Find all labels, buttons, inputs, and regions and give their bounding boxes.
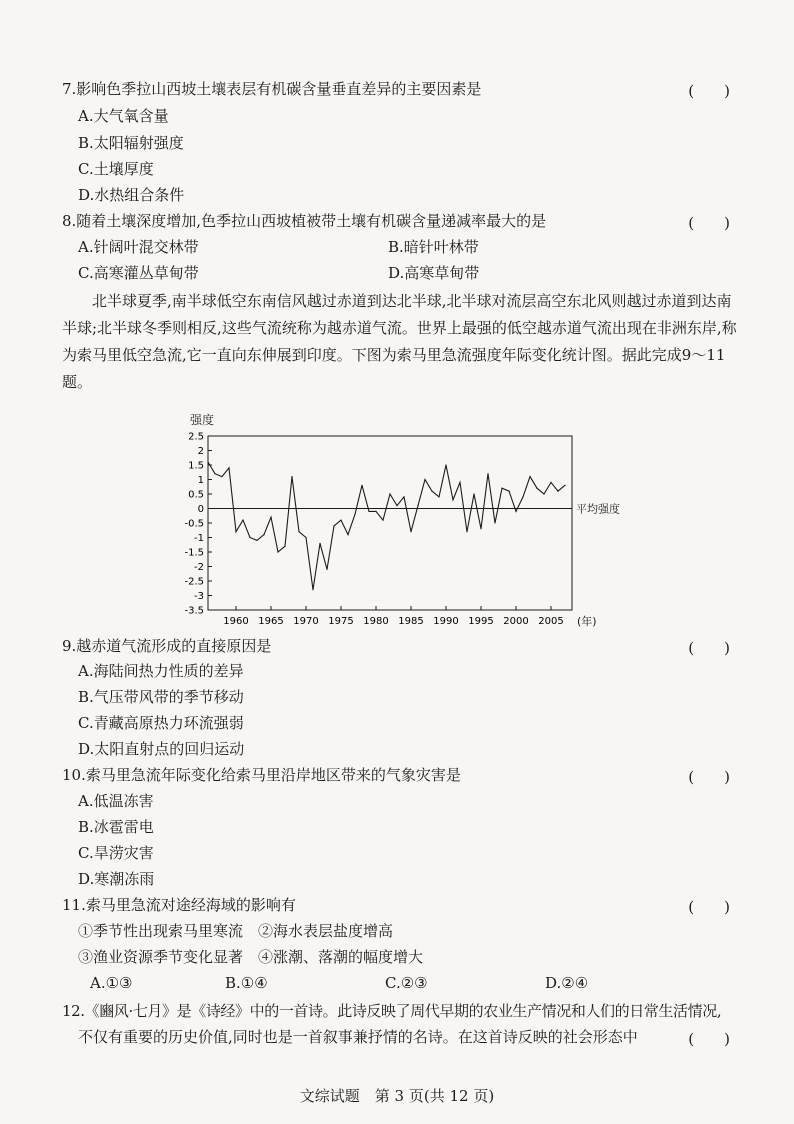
y-tick-label: 0.5 xyxy=(188,489,204,501)
y-tick-label: -2.5 xyxy=(184,576,204,588)
y-tick-label: 1.5 xyxy=(188,460,204,472)
y-tick-label: -0.5 xyxy=(184,518,204,530)
q8-answer-paren: ( ) xyxy=(688,214,730,232)
intensity-data-point xyxy=(312,589,313,590)
q8-option-d: D.高寒草甸带 xyxy=(388,264,480,282)
q9-option-a: A.海陆间热力性质的差异 xyxy=(78,662,244,680)
y-tick-label: -1 xyxy=(194,533,204,544)
intensity-data-point xyxy=(410,531,411,532)
intensity-data-point xyxy=(515,511,516,512)
intensity-data-point xyxy=(319,543,320,544)
q12-answer-paren: ( ) xyxy=(688,1030,730,1048)
intensity-data-point xyxy=(291,476,292,477)
q8-option-b: B.暗针叶林带 xyxy=(388,238,479,256)
intensity-data-point xyxy=(249,537,250,538)
intensity-data-point xyxy=(361,485,362,486)
q11-option-c: C.②③ xyxy=(385,974,428,992)
q10-option-b: B.冰雹雷电 xyxy=(78,818,154,836)
intensity-data-point xyxy=(375,511,376,512)
intensity-data-point xyxy=(214,473,215,474)
intensity-data-point xyxy=(263,534,264,535)
intensity-data-point xyxy=(473,493,474,494)
intensity-data-point xyxy=(487,473,488,474)
x-tick-label: 1960 xyxy=(223,616,249,627)
intensity-data-point xyxy=(403,496,404,497)
x-tick-label: 1980 xyxy=(363,616,389,627)
intensity-data-point xyxy=(340,520,341,521)
q10-option-c: C.旱涝灾害 xyxy=(78,844,154,862)
x-tick-label: 1970 xyxy=(293,616,319,627)
intensity-data-point xyxy=(298,531,299,532)
q7-option-d: D.水热组合条件 xyxy=(78,186,185,204)
reading-passage: 北半球夏季,南半球低空东南信风越过赤道到达北半球,北半球对流层高空东北风则越过赤道到达南半球;北半球冬季则相反,这些气流统称为越赤道气流。世界上最强的低空越赤道气流出现在非洲东岸,称为索马里低空急流,它一直向东伸展到印度。下图为索马里急流强度年际变化统计图。据此完成9～11题。 xyxy=(62,292,737,391)
q9-stem: 9.越赤道气流形成的直接原因是 xyxy=(62,637,272,655)
y-tick-label: -3 xyxy=(194,591,204,602)
intensity-data-point xyxy=(368,511,369,512)
page-footer: 文综试题 第 3 页(共 12 页) xyxy=(299,1087,495,1105)
q7-option-c: C.土壤厚度 xyxy=(78,160,154,178)
intensity-data-point xyxy=(480,528,481,529)
y-axis-title: 强度 xyxy=(190,413,215,427)
x-axis-unit: (年) xyxy=(577,615,597,628)
q10-stem: 10.索马里急流年际变化给索马里沿岸地区带来的气象灾害是 xyxy=(62,766,461,784)
intensity-series-line xyxy=(208,462,565,590)
q10-option-a: A.低温冻害 xyxy=(78,792,154,810)
q11-answer-paren: ( ) xyxy=(688,898,730,916)
intensity-data-point xyxy=(347,534,348,535)
average-intensity-label: 平均强度 xyxy=(576,502,620,516)
intensity-data-point xyxy=(221,476,222,477)
intensity-data-point xyxy=(431,491,432,492)
intensity-data-point xyxy=(417,505,418,506)
intensity-data-point xyxy=(235,531,236,532)
intensity-data-point xyxy=(270,517,271,518)
q11-option-d: D.②④ xyxy=(545,974,589,992)
intensity-data-point xyxy=(256,540,257,541)
q7-answer-paren: ( ) xyxy=(688,82,730,100)
intensity-data-point xyxy=(557,491,558,492)
y-tick-label: -3.5 xyxy=(184,605,204,617)
intensity-data-point xyxy=(543,493,544,494)
intensity-data-point xyxy=(452,499,453,500)
y-tick-label: -1.5 xyxy=(184,547,204,559)
y-tick-label: 0 xyxy=(197,504,204,515)
intensity-data-point xyxy=(424,479,425,480)
q12-stem-line1: 12.《豳风·七月》是《诗经》中的一首诗。此诗反映了周代早期的农业生产情况和人们的日常生活情况, xyxy=(62,1002,722,1020)
intensity-data-point xyxy=(529,476,530,477)
intensity-data-point xyxy=(508,491,509,492)
q10-option-d: D.寒潮冻雨 xyxy=(78,870,155,888)
y-tick-label: -2 xyxy=(194,562,204,573)
intensity-data-point xyxy=(466,531,467,532)
intensity-data-point xyxy=(305,537,306,538)
q7-stem: 7.影响色季拉山西坡土壤表层有机碳含量垂直差异的主要因素是 xyxy=(62,80,482,98)
y-tick-label: 2 xyxy=(197,446,204,457)
intensity-data-point xyxy=(389,493,390,494)
q8-option-c: C.高寒灌丛草甸带 xyxy=(78,264,199,282)
intensity-data-point xyxy=(501,488,502,489)
q9-answer-paren: ( ) xyxy=(688,639,730,657)
x-tick-label: 1985 xyxy=(398,616,424,627)
x-tick-label: 1990 xyxy=(433,616,459,627)
intensity-data-point xyxy=(354,514,355,515)
intensity-data-point xyxy=(438,496,439,497)
x-tick-label: 1995 xyxy=(468,616,494,627)
intensity-data-point xyxy=(326,569,327,570)
q9-option-b: B.气压带风带的季节移动 xyxy=(78,688,244,706)
intensity-data-point xyxy=(228,467,229,468)
intensity-data-point xyxy=(333,525,334,526)
q8-option-a: A.针阔叶混交林带 xyxy=(78,238,199,256)
q11-option-b: B.①④ xyxy=(225,974,268,992)
x-tick-label: 1975 xyxy=(328,616,354,627)
intensity-data-point xyxy=(207,462,208,463)
y-tick-label: 2.5 xyxy=(188,431,204,443)
intensity-data-point xyxy=(494,522,495,523)
intensity-data-point xyxy=(550,482,551,483)
q10-answer-paren: ( ) xyxy=(688,768,730,786)
intensity-data-point xyxy=(445,464,446,465)
x-tick-label: 2005 xyxy=(538,616,564,627)
intensity-data-point xyxy=(242,520,243,521)
intensity-data-point xyxy=(459,482,460,483)
q12-stem-line2: 不仅有重要的历史价值,同时也是一首叙事兼抒情的名诗。在这首诗反映的社会形态中 xyxy=(78,1028,638,1046)
plot-frame xyxy=(208,436,572,610)
intensity-data-point xyxy=(522,496,523,497)
y-tick-label: 1 xyxy=(197,475,204,486)
x-tick-label: 1965 xyxy=(258,616,284,627)
jet-stream-intensity-chart xyxy=(180,410,640,630)
intensity-data-point xyxy=(396,505,397,506)
intensity-data-point xyxy=(284,546,285,547)
q9-option-c: C.青藏高原热力环流强弱 xyxy=(78,714,244,732)
q11-stem: 11.索马里急流对途经海域的影响有 xyxy=(62,896,296,914)
intensity-data-point xyxy=(382,520,383,521)
q7-option-b: B.太阳辐射强度 xyxy=(78,134,184,152)
intensity-data-point xyxy=(536,488,537,489)
q7-option-a: A.大气氧含量 xyxy=(78,107,169,125)
x-tick-label: 2000 xyxy=(503,616,529,627)
q11-statements-1-2: ①季节性出现索马里寒流 ②海水表层盐度增高 xyxy=(78,922,394,940)
intensity-data-point xyxy=(277,551,278,552)
q11-option-a: A.①③ xyxy=(90,974,133,992)
q11-statements-3-4: ③渔业资源季节变化显著 ④涨潮、落潮的幅度增大 xyxy=(78,948,424,966)
intensity-data-point xyxy=(564,485,565,486)
q9-option-d: D.太阳直射点的回归运动 xyxy=(78,740,245,758)
q8-stem: 8.随着土壤深度增加,色季拉山西坡植被带土壤有机碳含量递减率最大的是 xyxy=(62,212,547,230)
